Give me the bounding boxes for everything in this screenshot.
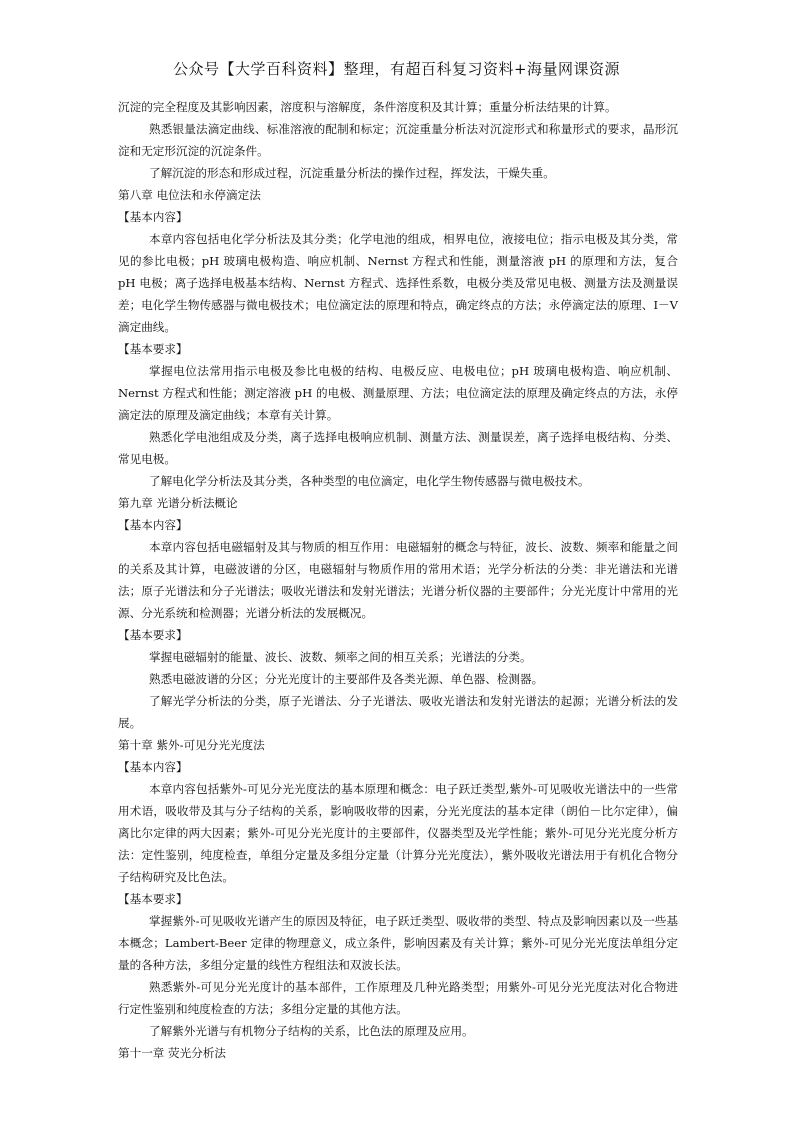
paragraph: 熟悉紫外-可见分光光度计的基本部件，工作原理及几种光路类型；用紫外-可见分光光度法对化合物进行定性鉴别和纯度检查的方法；多组分定量的其他方法。 xyxy=(118,980,678,1016)
paragraph: 熟悉化学电池组成及分类，离子选择电极响应机制、测量方法、测量误差，离子选择电极结构、分类、常见电极。 xyxy=(118,430,678,466)
chapter-heading: 第九章 光谱分析法概论 xyxy=(118,496,238,510)
section-label: 【基本要求】 xyxy=(118,342,188,356)
paragraph: 沉淀的完全程度及其影响因素，溶度积与溶解度，条件溶度积及其计算；重量分析法结果的计算。 xyxy=(118,100,617,114)
paragraph: 熟悉银量法滴定曲线、标准溶液的配制和标定；沉淀重量分析法对沉淀形式和称量形式的要求，晶形沉淀和无定形沉淀的沉淀条件。 xyxy=(118,122,678,158)
section-label: 【基本内容】 xyxy=(118,210,188,224)
section-label: 【基本内容】 xyxy=(118,518,188,532)
paragraph: 掌握紫外-可见吸收光谱产生的原因及特征，电子跃迁类型、吸收带的类型、特点及影响因素以及一些基本概念；Lambert-Beer 定律的物理意义，成立条件，影响因素及有关计算；紫外-可见分光光度法单组分定量的各种方法，多组分定量的线性方程组法和双波长法。 xyxy=(118,914,678,972)
paragraph: 本章内容包括电化学分析法及其分类；化学电池的组成，相界电位，液接电位；指示电极及其分类，常见的参比电极；pH 玻璃电极构造、响应机制、Nernst 方程式和性能，测量溶液 pH 的原理和方法，复合 pH 电极；离子选择电极基本结构、Nernst 方程式、选择性系数，电极分类及常见电极、测量方法及测量误差；电化学生物传感器与微电极技术；电位滴定法的原理和特点，确定终点的方法；永停滴定法的原理、I－V 滴定曲线。 xyxy=(118,232,678,334)
chapter-heading: 第十一章 荧光分析法 xyxy=(118,1046,227,1060)
page-header: 公众号【大学百科资料】整理，有超百科复习资料+海量网课资源 xyxy=(172,60,621,78)
section-label: 【基本要求】 xyxy=(118,892,188,906)
paragraph: 了解沉淀的形态和形成过程，沉淀重量分析法的操作过程，挥发法，干燥失重。 xyxy=(149,166,555,180)
paragraph: 本章内容包括电磁辐射及其与物质的相互作用：电磁辐射的概念与特征，波长、波数、频率和能量之间的关系及其计算，电磁波谱的分区，电磁辐射与物质作用的常用术语；光学分析法的分类：非光谱法和光谱法；原子光谱法和分子光谱法；吸收光谱法和发射光谱法；光谱分析仪器的主要部件；分光光度计中常用的光源、分光系统和检测器；光谱分析法的发展概况。 xyxy=(118,540,678,620)
chapter-heading: 第十章 紫外-可见分光光度法 xyxy=(118,738,265,752)
paragraph: 掌握电磁辐射的能量、波长、波数、频率之间的相互关系；光谱法的分类。 xyxy=(149,650,532,664)
paragraph: 掌握电位法常用指示电极及参比电极的结构、电极反应、电极电位；pH 玻璃电极构造、响应机制、Nernst 方程式和性能；测定溶液 pH 的电极、测量原理、方法；电位滴定法的原理及确定终点的方法，永停滴定法的原理及滴定曲线；本章有关计算。 xyxy=(118,364,678,422)
document-body xyxy=(118,96,678,1064)
paragraph: 了解紫外光谱与有机物分子结构的关系，比色法的原理及应用。 xyxy=(149,1024,474,1038)
paragraph: 了解电化学分析法及其分类，各种类型的电位滴定，电化学生物传感器与微电极技术。 xyxy=(149,474,590,488)
paragraph: 本章内容包括紫外-可见分光光度法的基本原理和概念：电子跃迁类型,紫外-可见吸收光谱法中的一些常用术语，吸收带及其与分子结构的关系，影响吸收带的因素，分光光度法的基本定律（朗伯－比尔定律），偏离比尔定律的两大因素；紫外-可见分光光度计的主要部件，仪器类型及光学性能；紫外-可见分光光度分析方法：定性鉴别，纯度检查，单组分定量及多组分定量（计算分光光度法），紫外吸收光谱法用于有机化合物分子结构研究及比色法。 xyxy=(118,782,678,884)
section-label: 【基本内容】 xyxy=(118,760,188,774)
section-label: 【基本要求】 xyxy=(118,628,188,642)
chapter-heading: 第八章 电位法和永停滴定法 xyxy=(118,188,261,202)
paragraph: 熟悉电磁波谱的分区；分光光度计的主要部件及各类光源、单色器、检测器。 xyxy=(149,672,544,686)
paragraph: 了解光学分析法的分类，原子光谱法、分子光谱法、吸收光谱法和发射光谱法的起源；光谱分析法的发展。 xyxy=(118,694,678,730)
